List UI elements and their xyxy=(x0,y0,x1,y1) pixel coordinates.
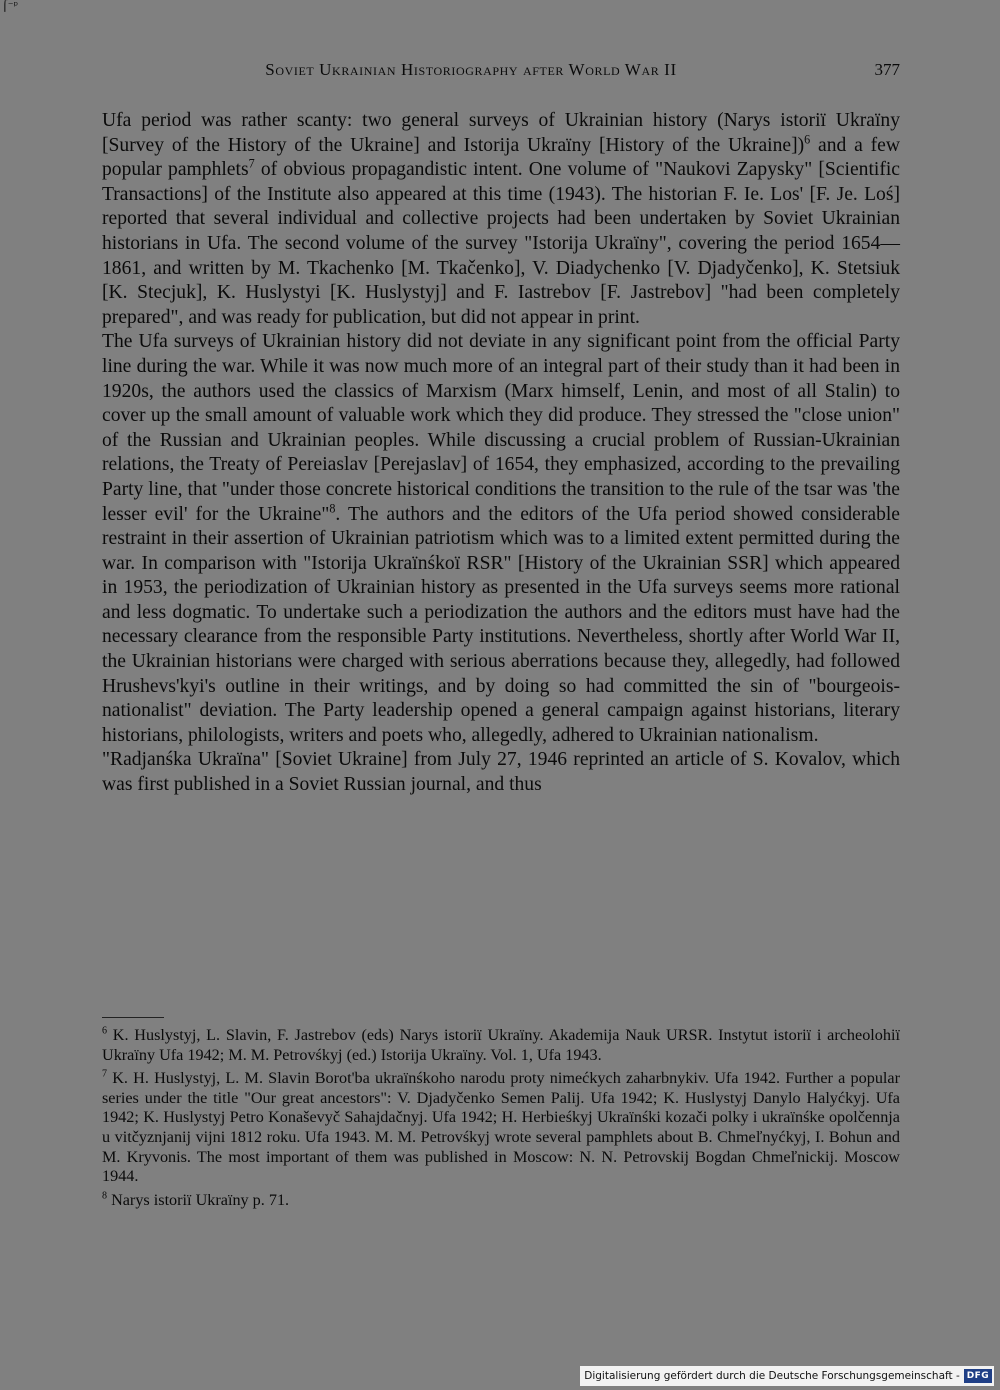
dfg-logo: DFG xyxy=(964,1369,992,1383)
paragraph-2-text-a: The Ufa surveys of Ukrainian history did not deviate in any significant point from the official Party line during the war. While it was now much more of an integral part of their study than it had been in 1920s, the authors used the classics of Marxism (Marx himself, Lenin, and most of all Stalin) to cover up the small amount of valuable work which they did produce. They stressed the "close union" of the Russian and Ukrainian peoples. While discussing a crucial problem of Russian-Ukrainian relations, the Treaty of Pereiaslav [Perejaslav] of 1654, they emphasized, according to the prevailing Party line, that "under those concrete historical conditions the transition to the rule of the tsar was 'the lesser evil' for the Ukraine" xyxy=(102,331,900,525)
paragraph-1 xyxy=(102,109,900,330)
footnote-text: K. H. Huslystyj, L. M. Slavin Borot'ba ukraïnśkoho narodu proty nimećkych zaharbnykiv. Ufa 1942. Further a popular series under the title "Our great ancestors": V. Djadyčenko Semen Palij. Ufa 1942; K. Huslystyj Danylo Halyćkyj. Ufa 1942; K. Huslystyj Petro Konaševyč Sahajdačnyj. Ufa 1942; H. Herbieśkyj Ukraïnśki kozači polky i ukraïnśke opolčennja u vitčyznjanij vijni 1812 roku. Ufa 1943. M. M. Petrovśkyj wrote several pamphlets about B. Chmeľnyćkyj, I. Bohun and M. Kryvonis. The most important of them was published in Moscow: N. N. Petrovskij Bogdan Chmeľnickij. Moscow 1944. xyxy=(102,1069,900,1186)
digitization-credit xyxy=(580,1366,994,1386)
footnote-text: Narys istoriï Ukraïny p. 71. xyxy=(107,1190,290,1209)
main-text xyxy=(102,109,900,798)
paragraph-1-text-c: of obvious propagandistic intent. One volume of "Naukovi Zapysky" [Scientific Transactions] of the Institute also appeared at this time (1943). The historian F. Ie. Los' [F. Je. Loś] reported that several individual and collective projects had been undertaken by Soviet Ukrainian historians in Ufa. The second volume of the survey "Istorija Ukraïny", covering the period 1654—1861, and written by M. Tkachenko [M. Tkačenko], V. Diadychenko [V. Djadyčenko], K. Stetsiuk [K. Stecjuk], K. Huslystyi [K. Huslystyj] and F. Iastrebov [F. Jastrebov] "had been completely prepared", and was ready for publication, but did not appear in print. xyxy=(102,159,900,328)
footnotes xyxy=(102,1026,900,1214)
paragraph-2 xyxy=(102,330,900,748)
footnote-marker: 7 xyxy=(102,1068,108,1080)
credit-text: Digitalisierung gefördert durch die Deutsche Forschungsgemeinschaft - xyxy=(584,1370,960,1382)
footnote-6 xyxy=(102,1026,900,1065)
footnote-ref-6: 6 xyxy=(804,132,811,147)
footnote-text: K. Huslystyj, L. Slavin, F. Jastrebov (eds) Narys istoriï Ukraïny. Akademija Nauk URSR. Instytut istoriï i archeolohiï Ukraïny Ufa 1942; M. M. Petrovśkyj (ed.) Istorija Ukraïny. Vol. 1, Ufa 1943. xyxy=(102,1026,900,1064)
footnote-divider xyxy=(102,1017,164,1018)
scan-corner-mark: ⌠⁻ᵖ xyxy=(2,0,19,12)
footnote-marker: 8 xyxy=(102,1190,108,1202)
footnote-7 xyxy=(102,1069,900,1187)
page-number: 377 xyxy=(874,60,900,79)
running-title: Soviet Ukrainian Historiography after World War II xyxy=(265,60,677,79)
footnote-ref-7: 7 xyxy=(248,156,255,171)
paragraph-1-text-a: Ufa period was rather scanty: two general surveys of Ukrainian history (Narys istoriï Ukraïny [Survey of the History of the Ukraine] and Istorija Ukraïny [History of the Ukraine]) xyxy=(102,110,900,156)
paragraph-3: "Radjanśka Ukraïna" [Soviet Ukraine] from July 27, 1946 reprinted an article of S. Kovalov, which was first published in a Soviet Russian journal, and thus xyxy=(102,749,900,796)
footnote-marker: 6 xyxy=(102,1025,108,1037)
paragraph-2-text-b: . The authors and the editors of the Ufa period showed considerable restraint in their assertion of Ukrainian patriotism which was to a limited extent permitted during the war. In comparison with "Istorija Ukraïnśkoï RSR" [History of the Ukrainian SSR] which appeared in 1953, the periodization of Ukrainian history as presented in the Ufa surveys seems more rational and less dogmatic. To undertake such a periodization the authors and the editors must have had the necessary clearance from the responsible Party institutions. Nevertheless, shortly after World War II, the Ukrainian historians were charged with serious aberrations because they, allegedly, had followed Hrushevs'kyi's outline in their writings, and by doing so had committed the sin of "bourgeois-nationalist" deviation. The Party leadership opened a general campaign against historians, literary historians, philologists, writers and poets who, allegedly, adhered to Ukrainian nationalism. xyxy=(102,503,901,746)
footnote-ref-8: 8 xyxy=(329,500,336,515)
paragraph-1-text-b: and a few popular pamphlets xyxy=(102,134,900,181)
footnote-8 xyxy=(102,1191,900,1211)
running-head xyxy=(102,60,900,84)
